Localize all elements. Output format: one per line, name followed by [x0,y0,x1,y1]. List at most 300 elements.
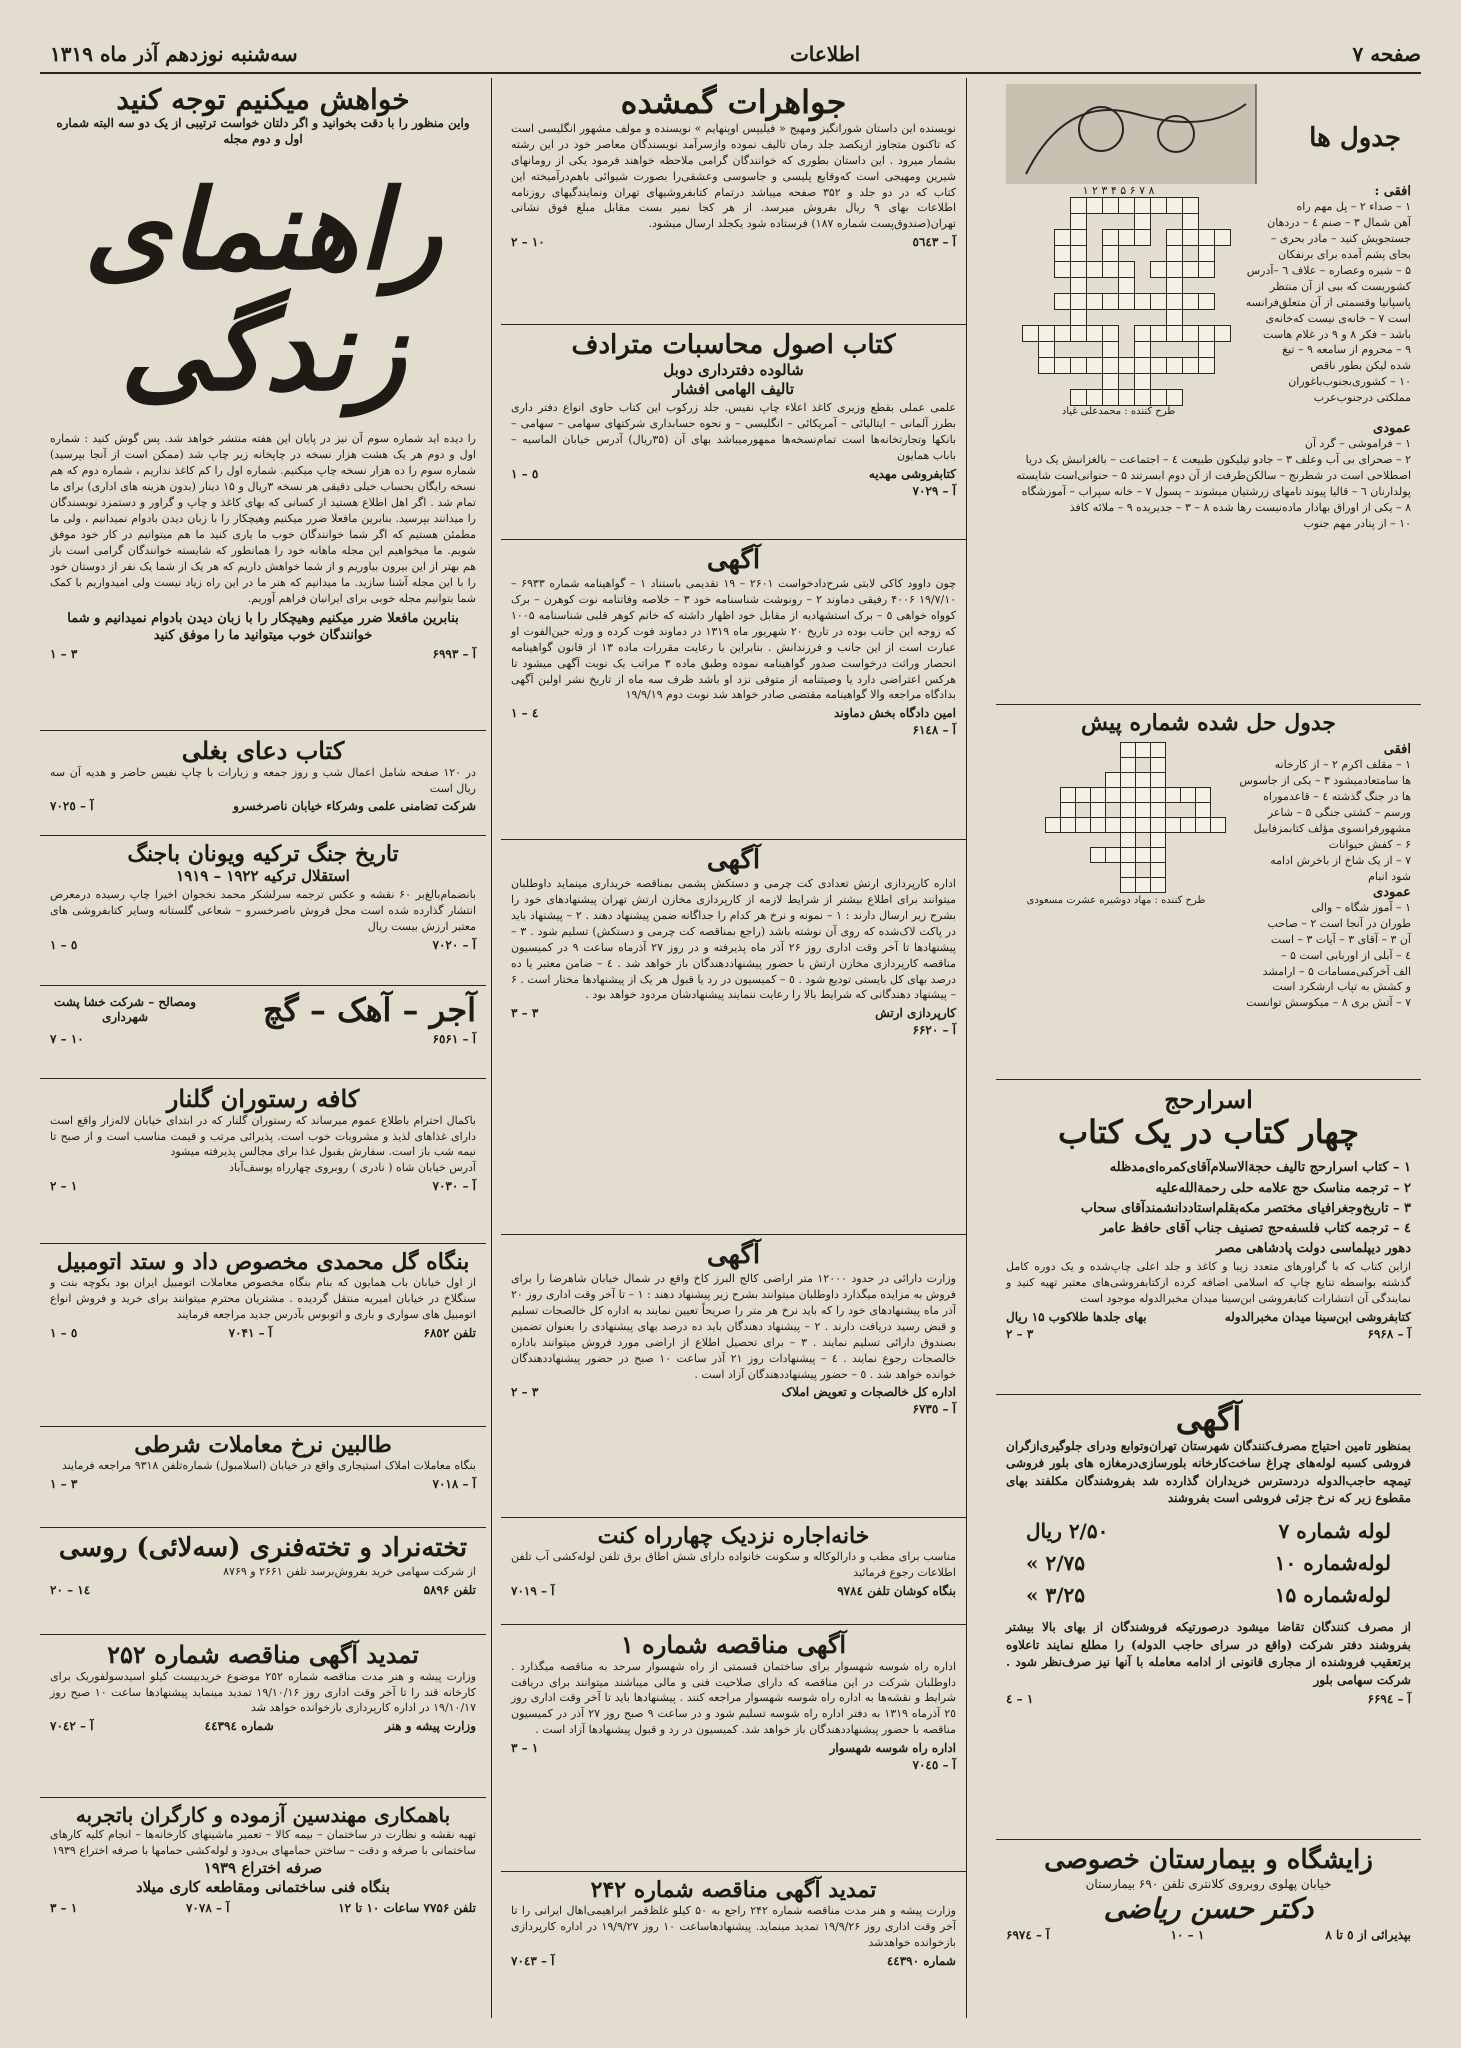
ad-footer [1006,1310,1411,1324]
grid-blank [1023,214,1039,230]
grid-blank [1211,788,1226,803]
grid-cell [1103,294,1119,310]
ad-run: ٥ – ۱ [50,937,78,952]
jewels-body: نویسنده این داستان شورانگیز ومهیج « فیلیپس اوپنهایم » نویسنده و مولف مشهور انگلیسی است که تاکنون متجاوز ازیکصد جلد رمان تالیف نموده وازسرآمد نویسندگان معاصر خود در این رشته بشمار میرود . این داستان بطوری که خوانندگان گرامی ملاحظه خواهند فرمود یکی از رومانهای شیرین ومهیجی است که‌وقایع پلیسی و جاسوسی وعشقی‌را بصورت شیوائی باهم‌درآمیخته این کتاب که در دو جلد و ۳۵۲ صفحه میباشد درتمام کتابفروشیهای تهران ونمایندگیهای روزنامه اطلاعات بهای ۹ ریال بفروش میرسد. از هر کجا نمیر بست مقابل مبلغ فوق نشانی تهران(صندوق‌پست شماره ۱۸۷) فرستاده شود یکجلد ارسال میشود. [511,121,957,231]
grid-cell [1167,310,1183,326]
cafe-body: باکمال احترام باطلاع عموم میرساند که رستوران گلنار که در ابتدای خیابان لاله‌زار واقع است دارای غذاهای لذیذ و مشروبات خوب است. پذیرائی مرتب و قیمت مناسب است و از صبح تا نیمه شب باز است. سفارش بقبول غذا برای مجالس پذیرفته میشود [50,1113,476,1159]
grid-cell [1121,848,1136,863]
ad-footer [511,467,956,481]
maternity-address: خیابان پهلوی روبروی کلانتری تلفن ۶۹۰ بیمارستان [1085,1876,1332,1891]
phone: تلفن ۵۸۹۶ [423,1582,476,1597]
grid-cell [1055,230,1071,246]
ad-code: آ – ۷۰٤۲ [50,1719,94,1734]
grid-blank [1151,246,1167,262]
grid-blank [1091,743,1106,758]
right-column [996,78,1421,2018]
grid-cell [1055,326,1071,342]
grid-blank [1023,198,1039,214]
grid-cell [1119,278,1135,294]
plywood-title: تخته‌نراد و تخته‌فنری (سه‌لائی) روسی [58,1533,468,1563]
ad-code: آ – ۶۶۲۰ [912,1023,956,1038]
grid-blank [1181,863,1196,878]
grid-cell [1087,294,1103,310]
grid-row [1023,278,1231,294]
grid-blank [1023,278,1039,294]
grid-cell [1135,294,1151,310]
grid-row [1046,758,1226,773]
ad-code: آ – ۷۰٤٥ [912,1758,956,1773]
grid-blank [1106,743,1121,758]
ad-code: آ – ۷۰۱۹ [511,1584,555,1599]
grid-blank [1196,848,1211,863]
tender-road-ad [501,1625,966,1872]
grid-blank [1136,833,1151,848]
grid-cell [1106,848,1121,863]
signature: اداره کل خالصجات و تعویض املاک [781,1385,956,1400]
ad-run: ٥ – ۱ [50,1326,78,1341]
grid-cell [1196,788,1211,803]
grid-cell [1121,833,1136,848]
grid-blank [1151,230,1167,246]
grid-blank [1046,788,1061,803]
grid-blank [1087,246,1103,262]
jewels-title: جواهرات گمشده [620,83,847,121]
grid-cell [1071,358,1087,374]
seller: شرکت تضامنی علمی وشرکاء خیابان ناصرخسرو [233,799,476,814]
grid-cell [1135,342,1151,358]
accounting-author: تالیف الهامی افشار [672,380,795,399]
seller: کتابفروشی مهدیه [868,466,956,481]
pipe-price-ad [996,1395,1421,1840]
grid-cell [1076,818,1091,833]
grid-blank [1181,878,1196,893]
ad-footer [511,706,956,720]
grid-blank [1215,374,1231,390]
grid-blank [1135,310,1151,326]
grid-blank [1076,803,1091,818]
grid-cell [1119,294,1135,310]
grid-cell [1167,262,1183,278]
grid-cell [1151,390,1167,406]
pipe-body: بمنظور تامین احتیاج مصرف‌کنندگان شهرستان تهران‌وتوابع ودرای جلوگیری‌ازگران فروشی کسبه لوله‌های چراغ ساخت‌کارخانه بلورسازی‌درمغازه های بلور فروشی تیمچه حاجب‌الدوله دردسترس خریداران گذارده شد بفروشندگان مکلفند بهای مقطوع زیر که نرخ جزئی فروشی است بفروشند [1006,1438,1411,1505]
grid-blank [1151,374,1167,390]
grid-blank [1199,374,1215,390]
grid-blank [1135,278,1151,294]
grid-cell [1151,743,1166,758]
grid-blank [1196,743,1211,758]
phone: تلفن ۶۸٥۲ [423,1326,476,1341]
grid-row [1023,230,1231,246]
plywood-body: از شرکت سهامی خرید بفروش‌برسد تلفن ۲۶۶۱ و ۸۷۶۹ [223,1564,476,1578]
grid-blank [1183,310,1199,326]
auto-title: بنگاه گل محمدی مخصوص داد و ستد اتومبیل [56,1249,470,1275]
grid-row [1046,788,1226,803]
grid-cell [1151,326,1167,342]
grid-blank [1151,214,1167,230]
ad-footer [50,1179,476,1193]
grid-cell [1183,262,1199,278]
ad-run: ٤ – ۱ [511,706,539,721]
tender-body: وزارت پیشه و هنر مدت مناقصه شماره ۲۴۲ راجع به ۵۰ کیلو غلظ‌قمر ابراهیمی‌اهال ایرانی را تا آخر وقت اداری روز ۱۹/۹/۲۶ تمدید مینماید. پیشنهادهاساعت ۱۰ روز ۱۹/۹/۲۷ در اداره کارپردازی بازخوانده خواهدشد [511,1904,956,1950]
grid-cell [1199,358,1215,374]
grid-cell [1106,818,1121,833]
clue: ۱ – مقلف اکرم ۲ – از کارخانه [1274,758,1411,772]
clue: ها در جنگ گذشته ٤ – قاعدموراه [1263,790,1411,804]
prayer-book-ad [40,731,486,836]
grid-blank [1166,758,1181,773]
grid-blank [1103,278,1119,294]
signature: کارپردازی ارتش [875,1006,956,1021]
pipe-footer-body: از مصرف کنندگان تقاضا میشود درصورتیکه فروشندگان از بهای بالا بیشتر بفروشند دفتر شرکت (واقع در سرای حاجب الدوله) را مطلع نمایند تاعلاوه برتعقیب فروشنده از مجاری قانونی از ادامه معامله با آنها نیز صرف‌نظر شود . شرکت سهامی بلور [1006,1620,1412,1687]
tender-number: شماره ٤٤٣۹۰ [886,1954,956,1969]
conditional-title: طالبین نرخ معاملات شرطی [134,1432,392,1458]
maternity-doctor: دکتر حسن ریاضی [1103,1892,1314,1926]
engineers-ad [40,1798,486,1923]
grid-row [1046,863,1226,878]
accounting-book-ad [501,325,966,540]
engineers-highlight: صرفه اختراع ۱۹۳۹ [203,1858,323,1877]
grid-row [1023,358,1231,374]
clue: ۱ – فراموشی – گرد آن [1304,437,1411,450]
grid-cell [1151,878,1166,893]
grid-cell [1183,230,1199,246]
notice-inheritance [501,540,966,840]
tender-title: آگهی مناقصه شماره ۱ [620,1630,847,1659]
grid-cell [1071,214,1087,230]
maternity-title: زایشگاه و بیمارستان خصوصی [1044,1845,1373,1875]
grid-cell [1181,818,1196,833]
solved-author: طرح کننده : مهاد دوشیره عشرت مسعودی [1026,895,1206,907]
column-divider [491,78,492,2018]
grid-blank [1023,310,1039,326]
maternity-ad [996,1840,1421,1950]
grid-blank [1196,773,1211,788]
notice-land-sale [501,1235,966,1518]
clue: آن ۳ – آقای ۳ – آیات ۳ – است [1270,932,1411,946]
middle-column [501,78,966,2018]
grid-blank [1046,803,1061,818]
solved-across [1234,757,1411,885]
grid-blank [1087,310,1103,326]
grid-cell [1046,818,1061,833]
clue: ۱ – آموز شگاه – والی [1311,900,1411,914]
grid-cell [1183,294,1199,310]
grid-cell [1061,788,1076,803]
grid-blank [1199,278,1215,294]
grid-cell [1121,758,1136,773]
grid-row [1046,818,1226,833]
grid-cell [1055,294,1071,310]
grid-cell [1136,818,1151,833]
clue: است ۷ – خانه‌ی نیست که‌خانه‌ی [1265,311,1411,325]
war-subtitle: استقلال ترکیه ۱۹۲۲ – ۱۹۱۹ [176,867,350,886]
solved-grid [1045,742,1226,893]
hajj-body: ازاین کتاب که با گراورهای متعدد زیبا و کاغذ و جلد اعلی چاپ‌شده و یک دوره کامل گذشته بواسطه تنایع چاپ که اسلامی اضافه کرده ازکتابفروشی‌های معتبر تهیه کنید و نمایندگی آن انتشارات کتابفروشی ابن‌سینا میدان مخبرالدوله موجود است [1006,1260,1411,1305]
ad-code: آ – ۷۰۷۸ [185,1900,230,1915]
grid-blank [1023,246,1039,262]
grid-blank [1119,326,1135,342]
ad-run: ۱ – ٤ [1006,1691,1034,1706]
grid-cell [1071,326,1087,342]
accounting-title: کتاب اصول محاسبات مترادف [571,330,896,360]
grid-blank [1061,773,1076,788]
notice-army [501,840,966,1235]
ad-run: ۳ – ۳ [511,1006,539,1021]
grid-blank [1023,390,1039,406]
grid-cell [1199,230,1215,246]
bricks-row [50,992,476,1029]
grid-cell [1091,803,1106,818]
grid-blank [1061,863,1076,878]
grid-cell [1135,326,1151,342]
grid-blank [1076,833,1091,848]
grid-cell [1166,818,1181,833]
grid-cell [1135,358,1151,374]
grid-blank [1151,278,1167,294]
clue: بجای پشم آمده برای برنفکان [1278,247,1411,261]
grid-cell [1136,788,1151,803]
price: بهای جلد‌ها طلاکوب ۱۵ ریال [1006,1309,1147,1324]
ad-footer [50,799,476,813]
grid-cell [1166,788,1181,803]
grid-blank [1039,310,1055,326]
grid-blank [1181,848,1196,863]
clue: ۵ – شیره وعصاره – علاف ٦ –آدرس [1246,263,1411,277]
signature: وزارت پیشه و هنر [384,1719,476,1734]
bricks-side: ومصالح – شرکت خشا پشت شهرداری [53,994,197,1025]
grid-cell [1055,246,1071,262]
grid-blank [1167,214,1183,230]
grid-blank [1136,863,1151,878]
grid-cell [1039,326,1055,342]
grid-blank [1055,278,1071,294]
rent-title: خانه‌اجاره‌ نزدیک چهارراه کنت [597,1523,870,1549]
grid-cell [1119,358,1135,374]
issue-date: سه‌شنبه نوزدهم آذر ماه ۱۳۱۹ [50,42,298,66]
grid-blank [1211,833,1226,848]
magazine-highlight: بنابرین مافعلا ضرر میکنیم وهیچکار را با زبان دیدن بادوام نمیدانیم و شما خوانندگان خوب میتوانید ما را موفق کنید [67,610,459,643]
grid-blank [1076,863,1091,878]
clue: مشهورفرانسوی مؤلف کتابمزفابیل [1253,822,1411,836]
grid-blank [1091,833,1106,848]
list-item: ۱ – کتاب اسرارحج تالیف حجة‌الاسلام‌آقای‌کمره‌ای‌مدظله [1109,1160,1411,1176]
grid-cell [1119,390,1135,406]
grid-cell [1135,390,1151,406]
grid-cell [1087,262,1103,278]
grid-blank [1087,374,1103,390]
grid-blank [1061,878,1076,893]
grid-blank [1087,214,1103,230]
ad-footer [50,1901,476,1915]
clue: باشد – فکر ۸ و ۹ در غلام هاست [1263,327,1411,341]
ad-footer [511,1758,956,1772]
page-number: صفحه ۷ [1352,42,1421,66]
ad-footer [50,1326,476,1340]
clue: ها سامتعادمیشود ۳ – یکی از جاسوس [1239,774,1411,788]
price-row [1006,1515,1411,1547]
list-item: دهور دیپلماسی دولت پادشاهی مصر [1216,1240,1411,1256]
grid-blank [1181,833,1196,848]
grid-cell [1103,230,1119,246]
grid-cell [1167,246,1183,262]
price-value: ۳/۲۵ » [1026,1583,1085,1608]
ad-footer [511,484,956,498]
engineers-title: باهمکاری مهندسین آزموده و کارگران باتجربه [75,1803,451,1827]
grid-blank [1211,743,1226,758]
grid-blank [1181,758,1196,773]
conditional-deals-ad [40,1427,486,1528]
grid-blank [1103,310,1119,326]
grid-cell [1121,818,1136,833]
engineers-body: تهیه نقشه و نظارت در ساختمان – بیمه کالا – تعمیر ماشینهای کارخانه‌ها – انجام‌ کلیه کارهای ساختمانی با صرفه و دقت – ساختن حمامهای بی‌دود و لوله‌کشی حمامها با صرفه اختراع ۱۹۳۹ [50,1828,476,1857]
ad-code: آ – ۷۰٤۳ [511,1954,555,1969]
grid-blank [1196,833,1211,848]
grid-cell [1103,342,1119,358]
clue: ۱ – صداء ۲ – پل مهم راه [1296,200,1411,213]
ad-run: ۱ – ۳ [50,1900,78,1915]
war-body: بانضمام‌بالغ‌بر ۶۰ ‌نقشه و عکس ترجمه سرلشکر محمد نخجوان اخیرا چاپ رسیده درمعرض انتشار گذارده شده است محل فروش ناصرخسرو – شعاعی گلستانه وسایر کتابفروشی های معتبر ارزش بیست ریال [50,887,476,933]
grid-cell [1151,803,1166,818]
grid-cell [1087,326,1103,342]
grid-cell [1103,358,1119,374]
hajj-items [1006,1158,1411,1259]
clue: الف آخرکبی‌مسامات ۵ – ارامشد [1262,964,1411,978]
engineers-company: بنگاه فنی ساختمانی ومقاطعه کاری میلاد [135,1878,391,1897]
grid-blank [1039,390,1055,406]
grid-cell [1151,833,1166,848]
grid-blank [1023,230,1039,246]
cafe-address: آدرس خیابان شاه ( نادری ) روبروی چهارراه یوسف‌آباد [229,1161,476,1175]
grid-row [1046,848,1226,863]
grid-blank [1046,833,1061,848]
grid-blank [1211,878,1226,893]
column-divider [966,78,967,2018]
grid-cell [1136,848,1151,863]
grid-blank [1087,342,1103,358]
ad-code: آ – ۷۰۳۰ [432,1179,476,1194]
page-header [50,40,1421,68]
grid-blank [1211,848,1226,863]
crossword-title: جدول ها [1309,123,1401,153]
auto-dealer-ad [40,1244,486,1427]
grid-blank [1023,358,1039,374]
grid-cell [1135,230,1151,246]
grid-cell [1199,246,1215,262]
grid-cell [1167,326,1183,342]
grid-cell [1103,374,1119,390]
grid-cell [1103,390,1119,406]
grid-blank [1046,848,1061,863]
grid-blank [1215,358,1231,374]
grid-blank [1167,374,1183,390]
clue: ٤ – آبلی از اوربابی است ۵ – [1280,948,1411,962]
grid-blank [1199,198,1215,214]
grid-blank [1076,758,1091,773]
grid-cell [1119,230,1135,246]
grid-blank [1039,214,1055,230]
grid-cell [1119,198,1135,214]
rent-body: مناسب برای مطب و دارالوکاله و سکونت خانواده دارای شش اطاق برق تلفن لوله‌کشی آب تلفن اطلاعات رجوع فرمائید [511,1550,956,1580]
grid-cell [1151,773,1166,788]
left-column [40,78,486,2018]
grid-row [1023,342,1231,358]
grid-blank [1039,246,1055,262]
grid-cell [1199,326,1215,342]
conditional-body: بنگاه معاملات املاک استیجاری واقع در خیابان (اسلامبول) شماره‌تلفن ۹۳۱۸ مراجعه فرمایند [61,1459,476,1473]
grid-row [1023,262,1231,278]
grid-blank [1046,758,1061,773]
notice-title: آگهی [706,545,761,575]
appeal-line: واین منظور را با دقت بخوانید و اگر دلتان خواست ترتیبی از یک دو سه البته شماره اول و دوم مجله [56,116,470,146]
grid-blank [1091,878,1106,893]
tender-body: اداره راه شوسه شهسوار برای ساختمان قسمتی از راه شهسوار سرحد به مناقصه میگذارد . داوطلبان شرکت در این مناقصه که دارای صلاحیت فنی و مالی میباشند میتوانند برای دریافت شرایط و نقشه‌ها به اداره راه شوسه شهسوار مراجعه کنند . پیشنهادها باید تا آخر وقت اداری روز ۲٥ آذرماه ۱۳۱۹ به دفتر اداره راه شوسه تسلیم شود و در ساعت ۹ صبح روز ۲۷ آذر در کمیسیون مناقصه با حضور پیشنهاددهندگان باز خواهد شد. کمیسیون در رد و قبول پیشنهادها آزاد است . [511,1659,957,1737]
grid-cell [1135,198,1151,214]
appeal-title: خواهش میکنیم توجه کنید [116,83,410,116]
grid-blank [1023,294,1039,310]
grid-blank [1211,863,1226,878]
ad-footer [511,1402,956,1416]
grid-blank [1215,246,1231,262]
clue: طوران در آنجا است ۲ – صاحب [1267,916,1411,930]
pipe-title: آگهی [1175,1400,1242,1438]
ad-footer [511,1954,956,1968]
magazine-body: را دیده اید شماره سوم آن نیز در پایان این هفته منتشر خواهد شد. پس گوش کنید : شماره اول و دوم هر یک هشت هزار نسخه در چاپخانه زیر چاپ شد (ممکن است از آنجا بپرسید) شماره سوم را ده هزار نسخه چاپ میکنیم. شماره اول را کم کاغذ نداریم ، شماره دوم که هم نسخه رایگان بحساب خیلی دقیقی هر نسخه ۳ریال و ۱۵ دینار (بدون هزینه های اداری) برای ما تمام شد . اگر اهل اطلاع هستید از کسانی که بهای کاغذ و چاپ و گراور و دستمزد نویسندگان را میدانند بپرسید. بنابرین مافعلا ضرر میکنیم وهیچکار را با زبان دیدن بادوام نمیدانیم ، ولی ما مطمئن هستیم که اگر شما خوانندگان خوب ما یاری کنید ما هم میتوانیم در کار خود موفق شویم. ما میخواهیم این مجله ماهانه خود را همانطور که شایسته خوانندگان گرامی است باز هم بهتر از این بیرون بیاوریم و از شما خواهش داریم که هر یک از شما یک نفر از دوستان خود را با این مجله آشنا سازید. ما میدانیم که هنر ما در این راه زیاد نیست ولی امیدواریم با کمک شما بتوانیم مجله خوبی برای ایرانیان فراهم آوریم. [50,432,476,605]
grid-blank [1039,374,1055,390]
tender-title: تمدید آگهی مناقصه شماره ۲۵۲ [107,1640,419,1669]
grid-cell [1181,788,1196,803]
cafe-title: کافه رستوران گلنار [166,1084,360,1113]
ad-footer [511,1741,956,1755]
grid-cell [1103,246,1119,262]
grid-blank [1196,878,1211,893]
hajj-title: چهار کتاب در یک کتاب [1057,1112,1360,1151]
grid-cell [1135,214,1151,230]
grid-blank [1199,390,1215,406]
grid-blank [1023,374,1039,390]
grid-cell [1167,198,1183,214]
ad-footer [511,1385,956,1399]
grid-blank [1215,198,1231,214]
ad-code: آ – ۶۷۳٥ [912,1402,956,1417]
grid-blank [1151,310,1167,326]
crossword-author: طرح کننده : محمدعلی غیاد [1061,406,1176,417]
grid-blank [1166,863,1181,878]
grid-cell [1087,390,1103,406]
ad-code: آ – ۶۱٤۸ [912,723,956,738]
grid-cell [1136,773,1151,788]
clue: ۸ – یکی از اوراق بهادار ماده‌نیست رها شده ۸ – ۳ – جدیریده ۹ – ملائه کافذ [1069,500,1411,514]
tender-title: تمدید آگهی مناقصه شماره ۲۴۲ [590,1877,877,1903]
price-list [1006,1515,1411,1611]
ad-footer [511,1584,956,1598]
ad-footer [511,1023,956,1037]
grid-blank [1106,758,1121,773]
grid-blank [1055,342,1071,358]
newspaper-name: اطلاعات [789,42,861,66]
grid-cell [1211,818,1226,833]
clue: جستجویش کنید – مادر بحری – [1270,231,1411,245]
ad-footer [1006,1692,1411,1706]
clue: ۱۰ – کشوری‌بجنوب‌باغوران [1288,375,1411,389]
grid-blank [1071,342,1087,358]
ad-run: ۱٤ – ۲۰ [50,1582,91,1597]
grid-cell [1121,788,1136,803]
grid-blank [1215,278,1231,294]
magazine-appeal [40,78,486,731]
grid-blank [1135,262,1151,278]
notice-body: وزارت دارائی در حدود ۱۲۰۰۰ متر اراضی کالج البرز کاخ واقع در شمال خیابان شاهرضا را برای فروش به مزایده میگذارد داوطلبان میتوانند بشرح زیر پیشنهاد دهند : ۱ – تا آخر وقت اداری روز ۲۰ آذر ماه پیشنهادهای خود را که باید نرخ هر متر را صریحاً تعیین نمایند به اداره کل خالصجات تسلیم و قبض رسید دریافت دارند . ۲ – پیشنهاد دهندگان باید ده درصد بهای پیشنهادی را بعنوان تضمین بصندوق دارائی تسلیم نمایند . ۳ – برای تحصیل اطلاع از اراضی مورد فروش میتوانند باداره خالصجات رجوع نمایند . ٤ – پیشنهادات روز ۲۱ آذر ساعت ۱۰ صبح در حضور پیشنهاددهندگان خوانده خواهد شد . ٥ – حضور پیشنهاددهندگان آزاد است . [511,1271,956,1381]
grid-cell [1167,358,1183,374]
